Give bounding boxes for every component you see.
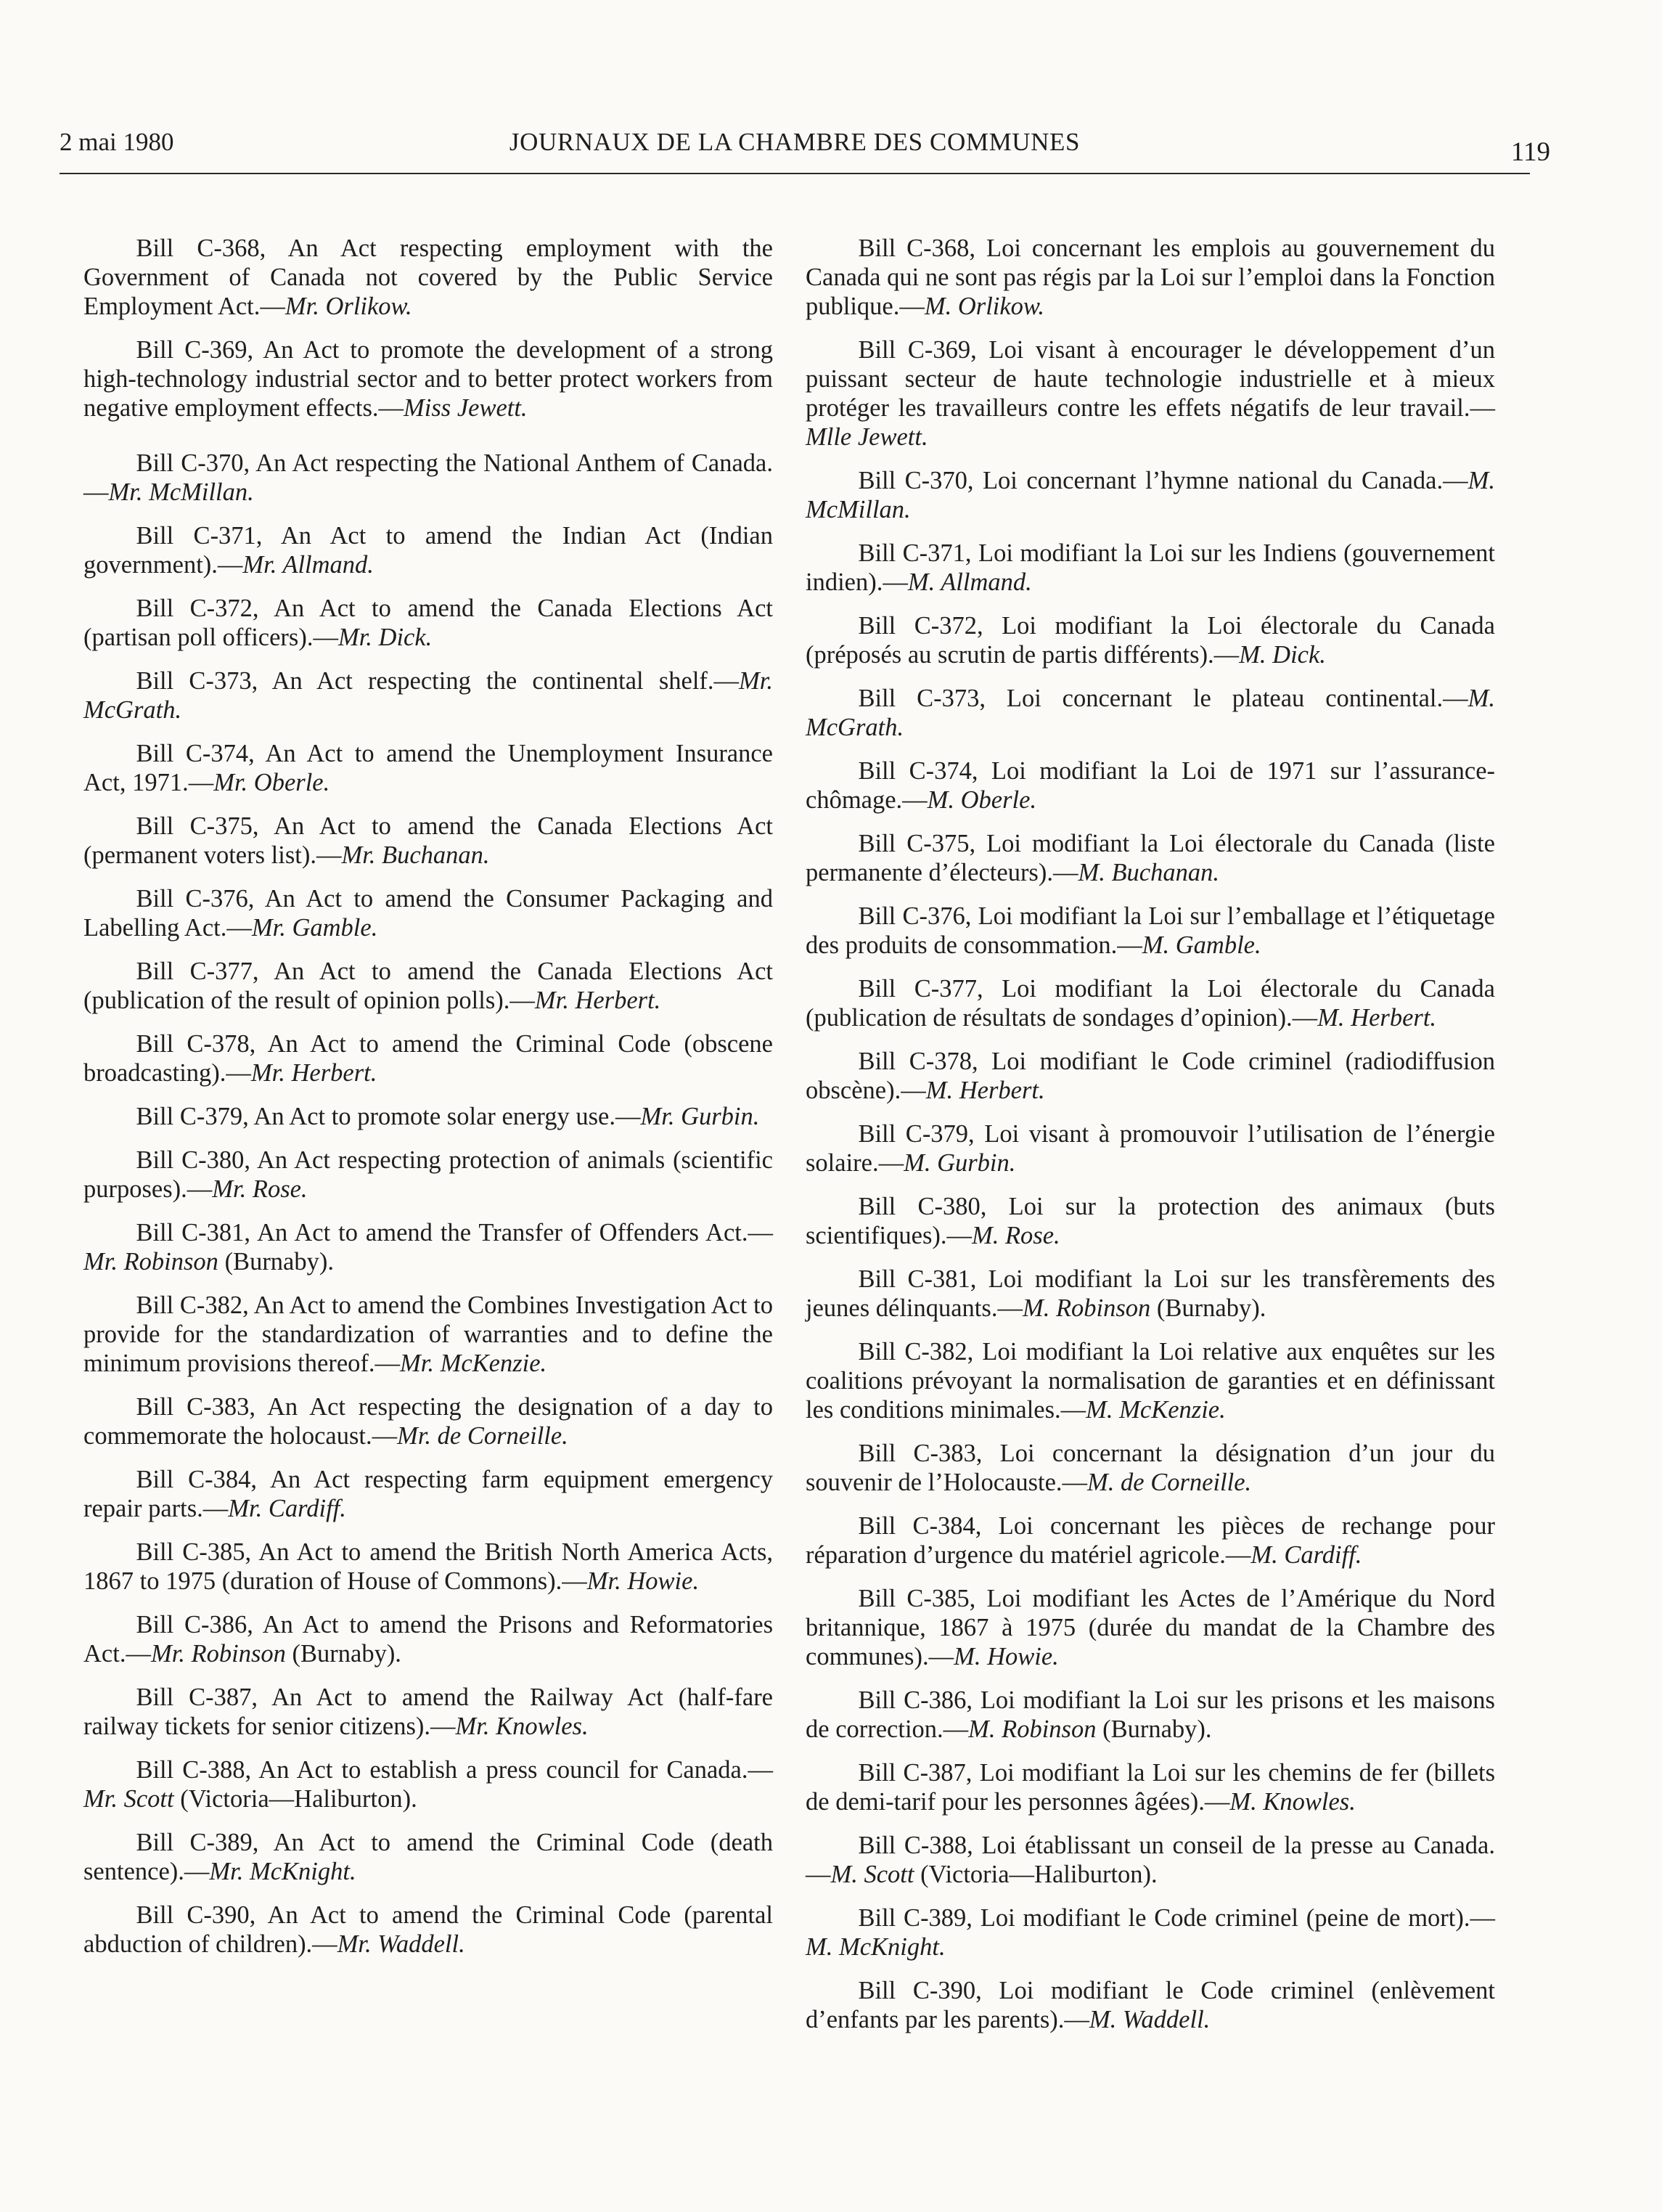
bill-riding: (Burnaby). bbox=[1150, 1294, 1266, 1322]
bill-entry bbox=[83, 1465, 773, 1523]
bill-text: Bill C-370, Loi concernant l’hymne national du Canada.— bbox=[858, 467, 1468, 494]
bill-mover: M. Robinson bbox=[1022, 1294, 1151, 1322]
bill-entry bbox=[806, 1337, 1495, 1424]
bill-entry bbox=[806, 684, 1495, 742]
bill-text: Bill C-370, An Act respecting the National Anthem of Canada.— bbox=[83, 449, 773, 506]
bill-mover: Mr. Gamble. bbox=[251, 914, 378, 942]
bill-riding: (Burnaby). bbox=[218, 1248, 334, 1276]
bill-mover: M. Waddell. bbox=[1089, 2006, 1211, 2033]
page-header bbox=[60, 122, 1550, 174]
bill-mover: Mr. Robinson bbox=[150, 1640, 286, 1668]
bill-text: Bill C-388, An Act to establish a press council for Canada.— bbox=[136, 1756, 773, 1784]
bill-entry bbox=[806, 234, 1495, 321]
bill-mover: M. Knowles. bbox=[1229, 1788, 1356, 1816]
bill-entry bbox=[806, 611, 1495, 669]
bill-mover: Mr. Allmand. bbox=[242, 551, 374, 579]
bill-entry bbox=[806, 1511, 1495, 1570]
bill-mover: Mr. Herbert. bbox=[534, 987, 661, 1014]
bill-text: Bill C-374, An Act to amend the Unemployment Insurance Act, 1971.— bbox=[83, 740, 773, 796]
bill-text: Bill C-373, Loi concernant le plateau continental.— bbox=[858, 685, 1468, 712]
bill-mover: M. Gurbin. bbox=[904, 1149, 1016, 1177]
bill-mover: Mr. Waddell. bbox=[337, 1930, 465, 1958]
bill-entry bbox=[806, 1584, 1495, 1671]
bill-mover: Mr. Orlikow. bbox=[284, 293, 412, 320]
bill-text: Bill C-368, An Act respecting employment with the Government of Canada not covered by the Public Service Employment Act.— bbox=[83, 234, 773, 320]
page-number: 119 bbox=[1510, 137, 1550, 167]
bill-mover: Mr. Dick. bbox=[337, 624, 433, 651]
bill-entry bbox=[83, 1146, 773, 1204]
bill-entry bbox=[83, 812, 773, 870]
bill-entry bbox=[806, 335, 1495, 452]
bill-mover: Mr. McKnight. bbox=[209, 1858, 356, 1885]
bill-text: Bill C-386, Loi modifiant la Loi sur les prisons et les maisons de correction.— bbox=[806, 1686, 1495, 1743]
bill-mover: M. Herbert. bbox=[1317, 1004, 1437, 1032]
bill-mover: Mr. McGrath. bbox=[83, 667, 773, 724]
bill-text: Bill C-389, An Act to amend the Criminal Code (death sentence).— bbox=[83, 1829, 773, 1885]
bill-text: Bill C-384, Loi concernant les pièces de rechange pour réparation d’urgence du matériel agricole.— bbox=[806, 1512, 1495, 1569]
bill-mover: M. Buchanan. bbox=[1078, 859, 1219, 886]
bill-riding: (Victoria—Haliburton). bbox=[173, 1785, 417, 1813]
bill-mover: M. McKnight. bbox=[806, 1933, 946, 1961]
bill-entry bbox=[806, 466, 1495, 524]
bill-mover: M. Howie. bbox=[954, 1643, 1059, 1670]
bill-entry bbox=[83, 957, 773, 1015]
bill-entry bbox=[83, 521, 773, 579]
bill-mover: M. Herbert. bbox=[925, 1077, 1045, 1104]
bill-mover: M. McKenzie. bbox=[1086, 1396, 1226, 1424]
bill-mover: M. de Corneille. bbox=[1087, 1469, 1252, 1496]
bill-entry bbox=[806, 1119, 1495, 1178]
bill-text: Bill C-376, An Act to amend the Consumer Packaging and Labelling Act.— bbox=[83, 885, 773, 942]
bill-text: Bill C-382, Loi modifiant la Loi relative aux enquêtes sur les coalitions prévoyant la normalisation de garanties et en définissant les conditions minimales.— bbox=[806, 1338, 1495, 1424]
bill-text: Bill C-381, An Act to amend the Transfer of Offenders Act.— bbox=[136, 1219, 773, 1246]
bill-mover: M. Robinson bbox=[968, 1715, 1097, 1743]
bill-text: Bill C-379, An Act to promote solar energy use.— bbox=[136, 1103, 641, 1130]
bill-entry bbox=[806, 1758, 1495, 1816]
bill-text: Bill C-373, An Act respecting the continental shelf.— bbox=[136, 667, 740, 695]
bill-mover: Mr. Howie. bbox=[586, 1567, 700, 1595]
bill-text: Bill C-390, An Act to amend the Criminal Code (parental abduction of children).— bbox=[83, 1901, 773, 1958]
bill-entry bbox=[806, 829, 1495, 887]
bill-text: Bill C-368, Loi concernant les emplois au gouvernement du Canada qui ne sont pas régis par la Loi sur l’emploi dans la Fonction publique.— bbox=[806, 234, 1495, 320]
french-column bbox=[806, 234, 1495, 2049]
bill-text: Bill C-380, An Act respecting protection of animals (scientific purposes).— bbox=[83, 1146, 773, 1203]
bill-mover: M. McGrath. bbox=[806, 685, 1495, 741]
bill-entry bbox=[83, 335, 773, 423]
bill-text: Bill C-375, Loi modifiant la Loi électorale du Canada (liste permanente d’électeurs).— bbox=[806, 830, 1495, 886]
bill-mover: Mr. McKenzie. bbox=[400, 1350, 547, 1377]
bill-text: Bill C-384, An Act respecting farm equipment emergency repair parts.— bbox=[83, 1466, 773, 1522]
bill-riding: (Burnaby). bbox=[285, 1640, 401, 1668]
bill-entry bbox=[83, 234, 773, 321]
bill-entry bbox=[806, 539, 1495, 597]
bill-entry bbox=[806, 1439, 1495, 1497]
bill-entry bbox=[83, 449, 773, 507]
bill-mover: Mr. Oberle. bbox=[213, 769, 330, 796]
bill-entry bbox=[83, 666, 773, 725]
bill-riding: (Burnaby). bbox=[1096, 1715, 1212, 1743]
bill-text: Bill C-377, Loi modifiant la Loi électorale du Canada (publication de résultats de sondages d’opinion).— bbox=[806, 975, 1495, 1032]
bill-entry bbox=[83, 1392, 773, 1450]
bill-text: Bill C-380, Loi sur la protection des animaux (buts scientifiques).— bbox=[806, 1193, 1495, 1249]
bill-text: Bill C-378, An Act to amend the Criminal Code (obscene broadcasting).— bbox=[83, 1030, 773, 1087]
bill-text: Bill C-385, Loi modifiant les Actes de l’Amérique du Nord britannique, 1867 à 1975 (durée du mandat de la Chambre des communes).— bbox=[806, 1585, 1495, 1670]
bill-entry bbox=[83, 884, 773, 942]
bill-text: Bill C-383, Loi concernant la désignation d’un jour du souvenir de l’Holocauste.— bbox=[806, 1440, 1495, 1496]
bill-text: Bill C-382, An Act to amend the Combines Investigation Act to provide for the standardization of warranties and to define the minimum provisions thereof.— bbox=[83, 1291, 773, 1377]
bill-entry bbox=[806, 756, 1495, 815]
bill-text: Bill C-375, An Act to amend the Canada Elections Act (permanent voters list).— bbox=[83, 812, 773, 869]
bill-text: Bill C-376, Loi modifiant la Loi sur l’emballage et l’étiquetage des produits de consommation.— bbox=[806, 902, 1495, 959]
bill-entry bbox=[83, 739, 773, 797]
bill-mover: Mr. Herbert. bbox=[250, 1059, 377, 1087]
bill-text: Bill C-387, An Act to amend the Railway Act (half-fare railway tickets for senior citizens).— bbox=[83, 1684, 773, 1740]
bill-entry bbox=[806, 1686, 1495, 1744]
bill-entry bbox=[83, 1610, 773, 1668]
bill-entry bbox=[83, 594, 773, 652]
bill-entry bbox=[83, 1755, 773, 1813]
bill-text: Bill C-381, Loi modifiant la Loi sur les transfèrements des jeunes délinquants.— bbox=[806, 1265, 1495, 1322]
bill-entry bbox=[83, 1538, 773, 1596]
bill-entry bbox=[83, 1218, 773, 1276]
bill-mover: Mr. McMillan. bbox=[108, 478, 254, 506]
bill-mover: M. Oberle. bbox=[927, 786, 1037, 814]
bill-text: Bill C-372, Loi modifiant la Loi électorale du Canada (préposés au scrutin de partis différents).— bbox=[806, 612, 1495, 669]
bill-text: Bill C-390, Loi modifiant le Code criminel (enlèvement d’enfants par les parents).— bbox=[806, 1977, 1495, 2033]
bill-mover: Mr. Buchanan. bbox=[341, 841, 490, 869]
bill-text: Bill C-386, An Act to amend the Prisons and Reformatories Act.— bbox=[83, 1611, 773, 1668]
bill-entry bbox=[83, 1029, 773, 1087]
bill-entry bbox=[806, 974, 1495, 1032]
bill-text: Bill C-369, An Act to promote the development of a strong high-technology industrial sector and to better protect workers from negative employment effects.— bbox=[83, 336, 773, 422]
bill-mover: Miss Jewett. bbox=[404, 394, 528, 422]
bill-entry bbox=[83, 1291, 773, 1378]
bill-entry bbox=[806, 1047, 1495, 1105]
bill-entry bbox=[83, 1102, 773, 1131]
bill-riding: (Victoria—Haliburton). bbox=[914, 1861, 1158, 1888]
bill-mover: M. Gamble. bbox=[1142, 931, 1261, 959]
english-column bbox=[83, 234, 773, 1973]
bill-text: Bill C-371, Loi modifiant la Loi sur les Indiens (gouvernement indien).— bbox=[806, 539, 1495, 596]
bill-text: Bill C-385, An Act to amend the British North America Acts, 1867 to 1975 (duration of House of Commons).— bbox=[83, 1538, 773, 1595]
bill-mover: Mr. Knowles. bbox=[455, 1713, 589, 1740]
bill-entry bbox=[806, 1903, 1495, 1962]
bill-mover: Mr. Robinson bbox=[83, 1248, 218, 1276]
bill-text: Bill C-388, Loi établissant un conseil de la presse au Canada.— bbox=[806, 1832, 1495, 1888]
bill-mover: Mr. de Corneille. bbox=[397, 1422, 568, 1450]
bill-mover: Mlle Jewett. bbox=[806, 423, 928, 451]
bill-mover: M. Dick. bbox=[1239, 641, 1326, 669]
bill-text: Bill C-377, An Act to amend the Canada Elections Act (publication of the result of opinion polls).— bbox=[83, 958, 773, 1014]
bill-entry bbox=[806, 1192, 1495, 1250]
bill-mover: Mr. Cardiff. bbox=[228, 1495, 346, 1522]
bill-mover: Mr. Scott bbox=[83, 1785, 174, 1813]
bill-mover: M. McMillan. bbox=[806, 467, 1495, 523]
bill-text: Bill C-369, Loi visant à encourager le développement d’un puissant secteur de haute technologie industrielle et à mieux protéger les travailleurs contre les effets négatifs de leur travail.— bbox=[806, 336, 1495, 422]
bill-text: Bill C-371, An Act to amend the Indian Act (Indian government).— bbox=[83, 522, 773, 579]
bill-entry bbox=[806, 902, 1495, 960]
bill-mover: M. Cardiff. bbox=[1250, 1541, 1362, 1569]
bill-entry bbox=[806, 1265, 1495, 1323]
bill-mover: Mr. Rose. bbox=[212, 1175, 308, 1203]
bill-text: Bill C-387, Loi modifiant la Loi sur les chemins de fer (billets de demi-tarif pour les personnes âgées).— bbox=[806, 1759, 1495, 1816]
bill-entry bbox=[83, 1901, 773, 1959]
bill-entry bbox=[806, 1831, 1495, 1889]
header-date: 2 mai 1980 bbox=[60, 128, 174, 156]
bill-mover: M. Scott bbox=[830, 1861, 914, 1888]
bill-text: Bill C-379, Loi visant à promouvoir l’utilisation de l’énergie solaire.— bbox=[806, 1120, 1495, 1177]
bill-text: Bill C-372, An Act to amend the Canada Elections Act (partisan poll officers).— bbox=[83, 595, 773, 651]
bill-entry bbox=[83, 1683, 773, 1741]
bill-text: Bill C-374, Loi modifiant la Loi de 1971 sur l’assurance-chômage.— bbox=[806, 757, 1495, 814]
bill-mover: M. Allmand. bbox=[907, 568, 1032, 596]
header-title: JOURNAUX DE LA CHAMBRE DES COMMUNES bbox=[509, 128, 1081, 156]
bill-text: Bill C-389, Loi modifiant le Code criminel (peine de mort).— bbox=[858, 1904, 1495, 1932]
bill-mover: M. Orlikow. bbox=[924, 293, 1044, 320]
bill-mover: Mr. Gurbin. bbox=[640, 1103, 760, 1130]
bill-text: Bill C-383, An Act respecting the designation of a day to commemorate the holocaust.— bbox=[83, 1393, 773, 1450]
bill-text: Bill C-378, Loi modifiant le Code criminel (radiodiffusion obscène).— bbox=[806, 1048, 1495, 1104]
bill-entry bbox=[806, 1976, 1495, 2034]
bill-mover: M. Rose. bbox=[971, 1222, 1060, 1249]
bill-entry bbox=[83, 1828, 773, 1886]
